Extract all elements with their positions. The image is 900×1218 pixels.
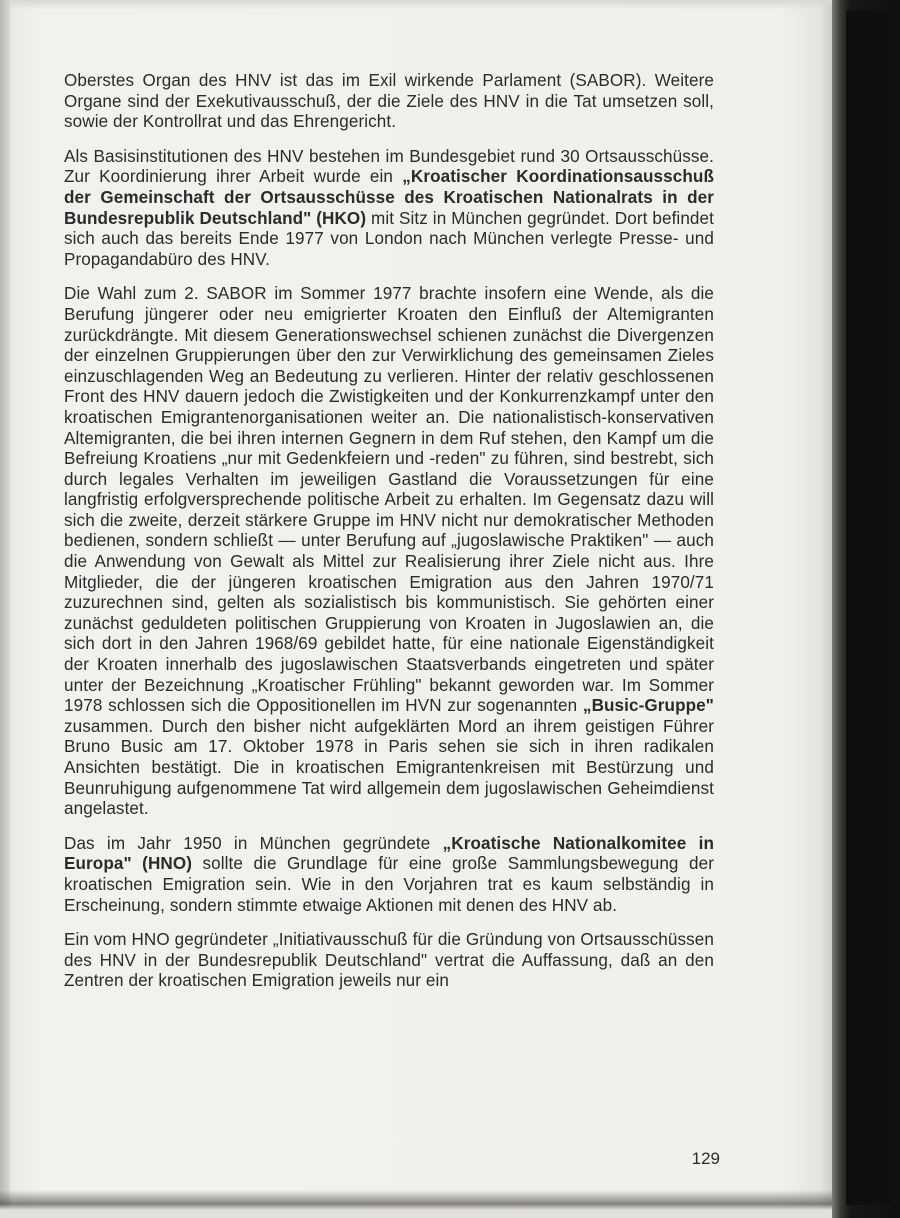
text-run: Oberstes Organ des HNV ist das im Exil wirkende Parlament (SABOR). Weitere Organe sind der Exekutivausschuß, der die Ziele des HNV in die Tat umsetzen soll, sowie der Kontrollrat und das Ehrengericht. <box>64 71 714 132</box>
bold-term-hko: „Kroatischer Koordinationsausschuß der Gemeinschaft der Ortsausschüsse des Kroatischen Nationalrats in der Bundesrepublik Deutschland" (HKO) <box>64 167 714 228</box>
page-number: 129 <box>691 1149 720 1168</box>
paragraph-4 <box>64 834 714 916</box>
paragraph-2 <box>64 147 714 271</box>
bold-term-hno: „Kroatische Nationalkomitee in Europa" (HNO) <box>64 833 714 874</box>
bold-term-busic-gruppe: „Busic-Gruppe" <box>582 696 714 716</box>
text-run: Als Basisinstitutionen des HNV bestehen im Bundesgebiet rund 30 Ortsausschüsse. Zur Koordinierung ihrer Arbeit wurde ein <box>64 146 714 187</box>
text-run: zusammen. Durch den bisher nicht aufgeklärten Mord an ihrem geistigen Führer Bruno Busic am 17. Oktober 1978 in Paris sehen sie sich in ihren radikalen Ansichten bestätigt. Die in kroatischen Emigrantenkreisen mit Bestürzung und Beunruhigung aufgenommene Tat wird allgemein dem jugoslawischen Geheimdienst angelastet. <box>64 716 714 819</box>
book-spine <box>846 10 894 1205</box>
paragraph-3 <box>64 284 714 819</box>
text-run: mit Sitz in München gegründet. Dort befindet sich auch das bereits Ende 1977 von London nach München verlegte Presse- und Propagandabüro des HNV. <box>64 208 714 269</box>
document-body <box>64 71 714 1006</box>
page-bottom-edge <box>0 1190 845 1218</box>
text-run: Die Wahl zum 2. SABOR im Sommer 1977 brachte insofern eine Wende, als die Berufung jüngerer oder neu emigrierter Kroaten den Einfluß der Altemigranten zurückdrängte. Mit diesem Generationswechsel schienen zunächst die Divergenzen der einzelnen Gruppierungen über den zur Verwirklichung des gemeinsamen Zieles einzuschlagenden Weg an Bedeutung zu verlieren. Hinter der relativ geschlossenen Front des HNV dauern jedoch die Zwistigkeiten und der Konkurrenzkampf unter den kroatischen Emigrantenorganisationen weiter an. Die nationalistisch-konservativen Altemigranten, die bei ihren internen Gegnern in dem Ruf stehen, den Kampf um die Befreiung Kroatiens „nur mit Gedenkfeiern und -reden" zu führen, sind bestrebt, sich durch legales Verhalten im jeweiligen Gastland die Voraussetzungen für eine langfristig erfolgversprechende politische Arbeit zu erhalten. Im Gegensatz dazu will sich die zweite, derzeit stärkere Gruppe im HNV nicht nur demokratischer Methoden bedienen, sondern schließt — unter Berufung auf „jugoslawische Praktiken" — auch die Anwendung von Gewalt als Mittel zur Realisierung ihrer Ziele nicht aus. Ihre Mitglieder, die der jüngeren kroatischen Emigration aus den Jahren 1970/71 zuzurechnen sind, gelten als sozialistisch bis kommunistisch. Sie gehörten einer zunächst geduldeten politischen Gruppierung von Kroaten in Jugoslawien an, die sich dort in den Jahren 1968/69 gebildet hatte, für eine nationale Eigenständigkeit der Kroaten innerhalb des jugoslawischen Staatsverbands eingetreten und später unter der Bezeichnung „Kroatischer Frühling" bekannt geworden war. Im Sommer 1978 schlossen sich die Oppositionellen im HVN zur sogenannten <box>64 284 714 716</box>
text-run: Das im Jahr 1950 in München gegründete <box>64 833 443 853</box>
paragraph-5 <box>64 930 714 992</box>
book-binding <box>832 0 900 1218</box>
page-top-shadow <box>0 0 832 10</box>
text-run: sollte die Grundlage für eine große Sammlungsbewegung der kroatischen Emigration sein. Wie in den Vorjahren trat es kaum selbständig in Erscheinung, sondern stimmte etwaige Aktionen mit denen des HNV ab. <box>64 854 714 915</box>
text-run: Ein vom HNO gegründeter „Initiativausschuß für die Gründung von Ortsausschüssen des HNV in der Bundesrepublik Deutschland" vertrat die Auffassung, daß an den Zentren der kroatischen Emigration jeweils nur ein <box>64 930 714 991</box>
paragraph-1 <box>64 71 714 133</box>
page-left-edge <box>0 0 10 1218</box>
